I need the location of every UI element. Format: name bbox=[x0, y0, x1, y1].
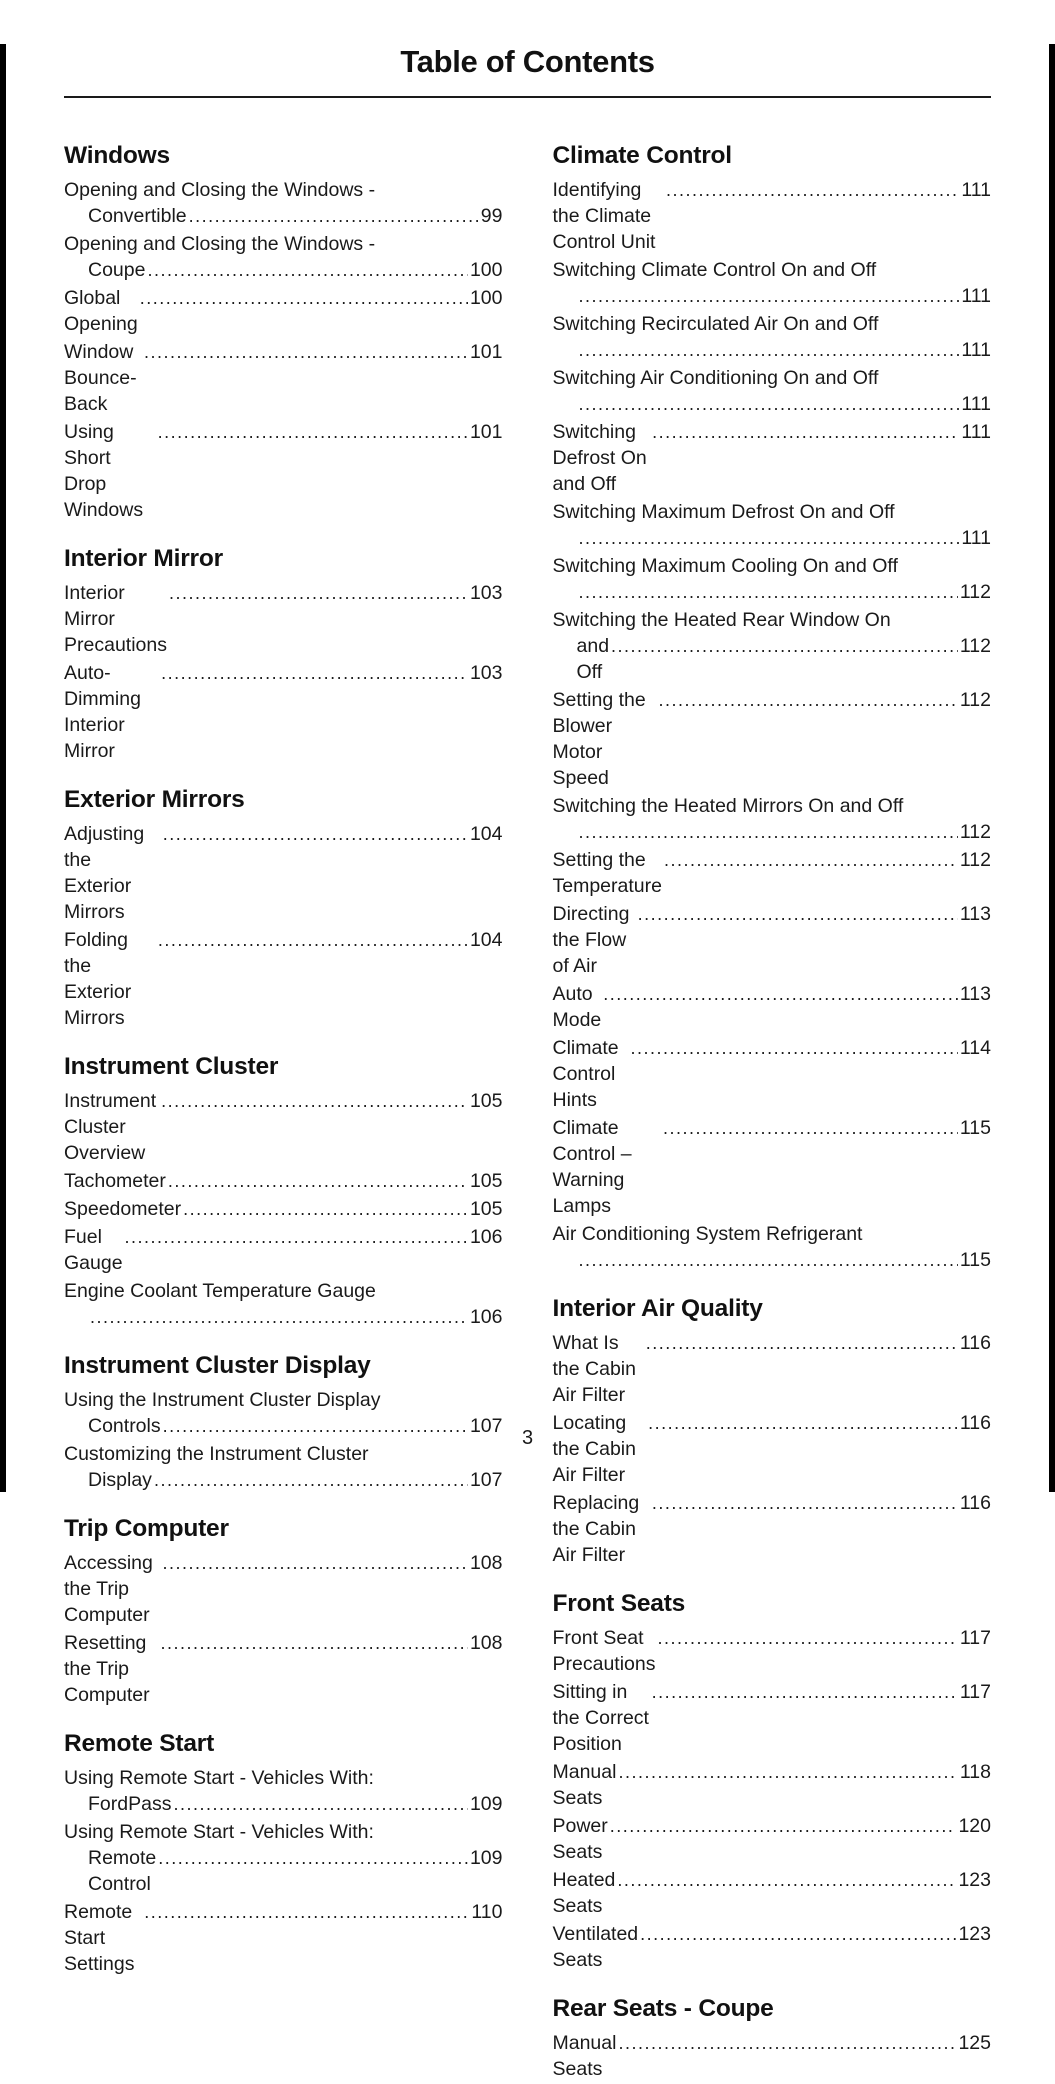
page-title: Table of Contents bbox=[400, 44, 655, 79]
dot-leader bbox=[169, 580, 468, 606]
entry-text: Switching Air Conditioning On and Off bbox=[552, 367, 879, 389]
dot-leader bbox=[163, 821, 468, 847]
entry-line bbox=[64, 1196, 503, 1222]
toc-entry bbox=[64, 927, 503, 1031]
page-number: 111 bbox=[961, 421, 991, 443]
dot-leader bbox=[640, 1921, 956, 1947]
dot-leader bbox=[666, 177, 959, 203]
entry-text: Switching Maximum Defrost On and Off bbox=[552, 501, 895, 523]
toc-entry bbox=[553, 365, 992, 417]
toc-entry bbox=[64, 177, 503, 229]
page-number: 112 bbox=[959, 849, 991, 871]
dot-leader bbox=[147, 257, 467, 283]
entry-line bbox=[64, 1467, 503, 1493]
toc-entry bbox=[553, 901, 992, 979]
toc-section bbox=[553, 142, 992, 1273]
toc-column-right bbox=[553, 142, 992, 2084]
toc-entry bbox=[553, 499, 992, 551]
toc-entry bbox=[553, 981, 992, 1033]
page-number: 120 bbox=[958, 1815, 991, 1837]
entry-text: Accessing the Trip Computer bbox=[64, 1552, 159, 1626]
toc-entry bbox=[64, 821, 503, 925]
entry-text: Remote Start Settings bbox=[64, 1901, 138, 1975]
entry-line bbox=[553, 793, 992, 819]
entry-line bbox=[553, 633, 992, 685]
dot-leader bbox=[579, 337, 960, 363]
entry-line bbox=[553, 1679, 992, 1757]
entry-text: Window Bounce-Back bbox=[64, 341, 139, 415]
entry-line bbox=[64, 580, 503, 658]
dot-leader bbox=[658, 687, 957, 713]
entry-line bbox=[553, 1221, 992, 1247]
entry-text: FordPass bbox=[88, 1793, 172, 1815]
entry-line bbox=[553, 687, 992, 791]
dot-leader bbox=[664, 847, 958, 873]
page-number: 105 bbox=[469, 1090, 503, 1112]
dot-leader bbox=[618, 1759, 957, 1785]
entry-line bbox=[64, 660, 503, 764]
toc-entry bbox=[553, 847, 992, 899]
page-number: 107 bbox=[469, 1415, 503, 1437]
toc-section bbox=[553, 1590, 992, 1973]
toc-entry bbox=[553, 1867, 992, 1919]
dot-leader bbox=[652, 1490, 958, 1516]
page-number: 101 bbox=[469, 421, 503, 443]
dot-leader bbox=[610, 1813, 957, 1839]
dot-leader bbox=[617, 1867, 956, 1893]
entry-line bbox=[553, 1921, 992, 1973]
page-number: 103 bbox=[469, 582, 503, 604]
page-number: 112 bbox=[959, 821, 991, 843]
page-number: 113 bbox=[959, 983, 991, 1005]
dot-leader bbox=[161, 660, 468, 686]
entry-line bbox=[553, 1625, 992, 1677]
dot-leader bbox=[158, 419, 468, 445]
entry-line bbox=[64, 1304, 503, 1330]
entry-text: Controls bbox=[88, 1415, 161, 1437]
dot-leader bbox=[579, 579, 958, 605]
dot-leader bbox=[158, 1845, 468, 1871]
entry-line bbox=[553, 337, 992, 363]
entry-text: Coupe bbox=[88, 259, 146, 281]
entry-line bbox=[553, 553, 992, 579]
dot-leader bbox=[90, 1304, 468, 1330]
entry-line bbox=[64, 1168, 503, 1194]
dot-leader bbox=[161, 1630, 468, 1656]
page-number: 100 bbox=[469, 287, 503, 309]
entry-line bbox=[553, 1490, 992, 1568]
toc-entry bbox=[64, 580, 503, 658]
entry-text: Switching Defrost On and Off bbox=[552, 421, 653, 495]
entry-line bbox=[553, 901, 992, 979]
dot-leader bbox=[603, 981, 958, 1007]
toc-entry bbox=[553, 1330, 992, 1408]
entry-line bbox=[553, 1115, 992, 1219]
page-number: 115 bbox=[959, 1117, 991, 1139]
page-number: 108 bbox=[469, 1552, 503, 1574]
entry-text: Auto-Dimming Interior Mirror bbox=[64, 662, 147, 762]
toc-section bbox=[64, 1053, 503, 1330]
section-heading: Rear Seats - Coupe bbox=[552, 1995, 774, 2022]
dot-leader bbox=[638, 901, 958, 927]
page-number: 106 bbox=[469, 1306, 503, 1328]
toc-entry bbox=[64, 1550, 503, 1628]
entry-text: Sitting in the Correct Position bbox=[552, 1681, 655, 1755]
page-number: 112 bbox=[959, 635, 991, 657]
page-number: 114 bbox=[959, 1037, 991, 1059]
entry-text: Auto Mode bbox=[552, 983, 602, 1031]
entry-text: Interior Mirror Precautions bbox=[64, 582, 167, 656]
entry-line bbox=[553, 1330, 992, 1408]
page-number: 107 bbox=[469, 1469, 503, 1491]
section-heading: Front Seats bbox=[552, 1590, 686, 1617]
toc-entry bbox=[64, 1196, 503, 1222]
entry-line bbox=[553, 257, 992, 283]
toc-section bbox=[64, 142, 503, 523]
toc-section bbox=[64, 786, 503, 1031]
section-heading: Trip Computer bbox=[64, 1515, 229, 1542]
dot-leader bbox=[144, 1899, 469, 1925]
toc-section bbox=[64, 1352, 503, 1493]
entry-text: Climate Control – Warning Lamps bbox=[552, 1117, 638, 1217]
entry-line bbox=[64, 419, 503, 523]
section-heading: Interior Mirror bbox=[64, 545, 223, 572]
toc-entry bbox=[553, 1625, 992, 1677]
entry-line bbox=[553, 419, 992, 497]
page-number: 111 bbox=[961, 179, 991, 201]
toc-entry bbox=[553, 1221, 992, 1273]
entry-line bbox=[64, 285, 503, 337]
section-heading: Exterior Mirrors bbox=[64, 786, 245, 813]
entry-line bbox=[553, 1035, 992, 1113]
entry-text: Manual Seats bbox=[552, 2032, 622, 2080]
page-number: 118 bbox=[959, 1761, 991, 1783]
toc-section bbox=[64, 545, 503, 764]
page-number: 116 bbox=[959, 1492, 991, 1514]
entry-line bbox=[553, 1867, 992, 1919]
page-number: 116 bbox=[959, 1412, 991, 1434]
page-edge-left bbox=[0, 44, 6, 1492]
dot-leader bbox=[657, 1625, 957, 1651]
entry-text: Climate Control Hints bbox=[552, 1037, 625, 1111]
toc-columns bbox=[0, 142, 1055, 2084]
entry-line bbox=[64, 1387, 503, 1413]
page-number: 108 bbox=[469, 1632, 503, 1654]
entry-text: and Off bbox=[576, 635, 615, 683]
entry-text: Instrument Cluster Overview bbox=[64, 1090, 162, 1164]
toc-section bbox=[64, 1730, 503, 1977]
toc-entry bbox=[553, 1921, 992, 1973]
toc-entry bbox=[64, 339, 503, 417]
toc-entry bbox=[553, 311, 992, 363]
entry-text: Front Seat Precautions bbox=[552, 1627, 656, 1675]
page-number: 117 bbox=[959, 1681, 991, 1703]
section-heading: Instrument Cluster Display bbox=[64, 1352, 371, 1379]
page-number: 111 bbox=[961, 285, 991, 307]
dot-leader bbox=[168, 1168, 468, 1194]
entry-text: Switching the Heated Rear Window On bbox=[552, 609, 891, 631]
toc-entry bbox=[553, 793, 992, 845]
toc-entry bbox=[64, 285, 503, 337]
dot-leader bbox=[162, 1550, 468, 1576]
entry-line bbox=[64, 1765, 503, 1791]
toc-entry bbox=[553, 1115, 992, 1219]
entry-line bbox=[553, 1759, 992, 1811]
entry-line bbox=[64, 203, 503, 229]
page-number: 116 bbox=[959, 1332, 991, 1354]
dot-leader bbox=[652, 1679, 958, 1705]
entry-line bbox=[553, 391, 992, 417]
entry-line bbox=[553, 1247, 992, 1273]
toc-entry bbox=[553, 1679, 992, 1757]
entry-text: Tachometer bbox=[64, 1170, 166, 1192]
page-number: 111 bbox=[961, 339, 991, 361]
entry-text: Folding the Exterior Mirrors bbox=[64, 929, 137, 1029]
entry-line bbox=[64, 177, 503, 203]
entry-text: Engine Coolant Temperature Gauge bbox=[64, 1280, 376, 1302]
dot-leader bbox=[579, 525, 960, 551]
entry-text: Ventilated Seats bbox=[552, 1923, 644, 1971]
dot-leader bbox=[618, 2030, 956, 2056]
entry-line bbox=[553, 579, 992, 605]
toc-entry bbox=[553, 419, 992, 497]
toc-entry bbox=[64, 231, 503, 283]
entry-line bbox=[64, 339, 503, 417]
toc-entry bbox=[553, 257, 992, 309]
entry-text: Switching the Heated Mirrors On and Off bbox=[552, 795, 904, 817]
dot-leader bbox=[579, 391, 960, 417]
entry-line bbox=[64, 1819, 503, 1845]
entry-text: Setting the Temperature bbox=[552, 849, 662, 897]
toc-column-left bbox=[64, 142, 503, 2084]
entry-text: Using Remote Start - Vehicles With: bbox=[64, 1767, 374, 1789]
section-heading: Remote Start bbox=[64, 1730, 215, 1757]
section-heading: Interior Air Quality bbox=[552, 1295, 763, 1322]
entry-text: Adjusting the Exterior Mirrors bbox=[64, 823, 150, 923]
toc-section bbox=[64, 1515, 503, 1708]
entry-line bbox=[64, 1550, 503, 1628]
entry-text: Using Short Drop Windows bbox=[64, 421, 144, 521]
entry-text: Identifying the Climate Control Unit bbox=[552, 179, 657, 253]
toc-entry bbox=[64, 660, 503, 764]
entry-line bbox=[553, 2030, 992, 2082]
page-edge-right bbox=[1049, 44, 1055, 1492]
page-number: 111 bbox=[961, 393, 991, 415]
entry-line bbox=[64, 1791, 503, 1817]
dot-leader bbox=[646, 1330, 958, 1356]
page-number: 105 bbox=[469, 1170, 503, 1192]
title-divider bbox=[64, 96, 991, 98]
entry-line bbox=[553, 1813, 992, 1865]
entry-text: Power Seats bbox=[552, 1815, 614, 1863]
toc-entry bbox=[64, 1224, 503, 1276]
dot-leader bbox=[140, 285, 468, 311]
entry-line bbox=[64, 1278, 503, 1304]
entry-line bbox=[553, 525, 992, 551]
entry-text: Global Opening bbox=[64, 287, 138, 335]
entry-line bbox=[64, 231, 503, 257]
toc-entry bbox=[64, 1088, 503, 1166]
entry-line bbox=[64, 1899, 503, 1977]
dot-leader bbox=[161, 1088, 468, 1114]
page-number: 112 bbox=[959, 581, 991, 603]
dot-leader bbox=[144, 339, 468, 365]
toc-entry bbox=[553, 1490, 992, 1568]
dot-leader bbox=[611, 633, 958, 659]
entry-line bbox=[553, 607, 992, 633]
entry-line bbox=[553, 847, 992, 899]
page-number: 111 bbox=[961, 527, 991, 549]
entry-text: Resetting the Trip Computer bbox=[64, 1632, 152, 1706]
dot-leader bbox=[579, 1247, 958, 1273]
dot-leader bbox=[183, 1196, 468, 1222]
entry-line bbox=[64, 1630, 503, 1708]
section-heading: Climate Control bbox=[552, 142, 732, 169]
page-number: 110 bbox=[471, 1901, 503, 1923]
section-heading: Windows bbox=[64, 142, 170, 169]
entry-line bbox=[64, 1224, 503, 1276]
page-number: 112 bbox=[959, 689, 991, 711]
entry-text: Display bbox=[88, 1469, 152, 1491]
section-heading: Instrument Cluster bbox=[64, 1053, 279, 1080]
dot-leader bbox=[579, 283, 960, 309]
toc-entry bbox=[553, 177, 992, 255]
entry-line bbox=[553, 819, 992, 845]
page-number: 115 bbox=[959, 1249, 991, 1271]
dot-leader bbox=[663, 1115, 958, 1141]
page-number: 106 bbox=[469, 1226, 503, 1248]
entry-text: Switching Maximum Cooling On and Off bbox=[552, 555, 898, 577]
entry-text: What Is the Cabin Air Filter bbox=[552, 1332, 641, 1406]
entry-text: Remote Control bbox=[88, 1847, 162, 1895]
entry-line bbox=[64, 1088, 503, 1166]
dot-leader bbox=[125, 1224, 468, 1250]
entry-text: Opening and Closing the Windows - bbox=[64, 179, 376, 201]
entry-text: Using Remote Start - Vehicles With: bbox=[64, 1821, 374, 1843]
page-number: 101 bbox=[469, 341, 503, 363]
dot-leader bbox=[579, 819, 958, 845]
page-number: 104 bbox=[469, 823, 503, 845]
page-number: 103 bbox=[469, 662, 503, 684]
entry-text: Heated Seats bbox=[552, 1869, 621, 1917]
toc-entry bbox=[553, 1759, 992, 1811]
entry-text: Setting the Blower Motor Speed bbox=[552, 689, 652, 789]
page-number: 99 bbox=[480, 205, 503, 227]
entry-line bbox=[553, 499, 992, 525]
dot-leader bbox=[189, 203, 479, 229]
entry-text: Switching Climate Control On and Off bbox=[552, 259, 877, 281]
entry-text: Fuel Gauge bbox=[64, 1226, 123, 1274]
entry-text: Convertible bbox=[88, 205, 187, 227]
entry-text: Customizing the Instrument Cluster bbox=[64, 1443, 369, 1465]
dot-leader bbox=[158, 927, 468, 953]
page-number: 109 bbox=[469, 1793, 503, 1815]
entry-text: Manual Seats bbox=[552, 1761, 622, 1809]
toc-entry bbox=[553, 553, 992, 605]
toc-entry bbox=[553, 1035, 992, 1113]
entry-line bbox=[64, 1845, 503, 1897]
entry-text: Opening and Closing the Windows - bbox=[64, 233, 376, 255]
entry-line bbox=[64, 821, 503, 925]
entry-text: Air Conditioning System Refrigerant bbox=[552, 1223, 863, 1245]
toc-entry bbox=[64, 1168, 503, 1194]
entry-text: Locating the Cabin Air Filter bbox=[552, 1412, 641, 1486]
page-number: 104 bbox=[469, 929, 503, 951]
dot-leader bbox=[154, 1467, 468, 1493]
toc-entry bbox=[64, 1278, 503, 1330]
page-number: 105 bbox=[469, 1198, 503, 1220]
entry-text: Replacing the Cabin Air Filter bbox=[552, 1492, 645, 1566]
footer-page-number: 3 bbox=[521, 1427, 534, 1449]
toc-entry bbox=[64, 1899, 503, 1977]
entry-line bbox=[553, 981, 992, 1033]
page-number: 123 bbox=[958, 1869, 991, 1891]
page-number: 117 bbox=[959, 1627, 991, 1649]
toc-entry bbox=[64, 419, 503, 523]
page-number: 100 bbox=[469, 259, 503, 281]
toc-entry bbox=[553, 607, 992, 685]
toc-entry bbox=[64, 1819, 503, 1897]
entry-line bbox=[64, 257, 503, 283]
toc-entry bbox=[553, 2030, 992, 2082]
page-number: 109 bbox=[469, 1847, 503, 1869]
toc-entry bbox=[64, 1765, 503, 1817]
entry-line bbox=[553, 177, 992, 255]
dot-leader bbox=[173, 1791, 468, 1817]
entry-line bbox=[64, 927, 503, 1031]
entry-line bbox=[553, 365, 992, 391]
entry-text: Directing the Flow of Air bbox=[552, 903, 635, 977]
toc-section bbox=[553, 1995, 992, 2082]
page-number: 125 bbox=[958, 2032, 991, 2054]
entry-text: Switching Recirculated Air On and Off bbox=[552, 313, 879, 335]
toc-entry bbox=[553, 1813, 992, 1865]
toc-entry bbox=[64, 1630, 503, 1708]
dot-leader bbox=[631, 1035, 958, 1061]
page-number: 113 bbox=[959, 903, 991, 925]
entry-text: Using the Instrument Cluster Display bbox=[64, 1389, 381, 1411]
page-number: 123 bbox=[958, 1923, 991, 1945]
dot-leader bbox=[652, 419, 959, 445]
entry-line bbox=[553, 311, 992, 337]
entry-text: Speedometer bbox=[64, 1198, 182, 1220]
entry-line bbox=[553, 283, 992, 309]
toc-entry bbox=[553, 687, 992, 791]
